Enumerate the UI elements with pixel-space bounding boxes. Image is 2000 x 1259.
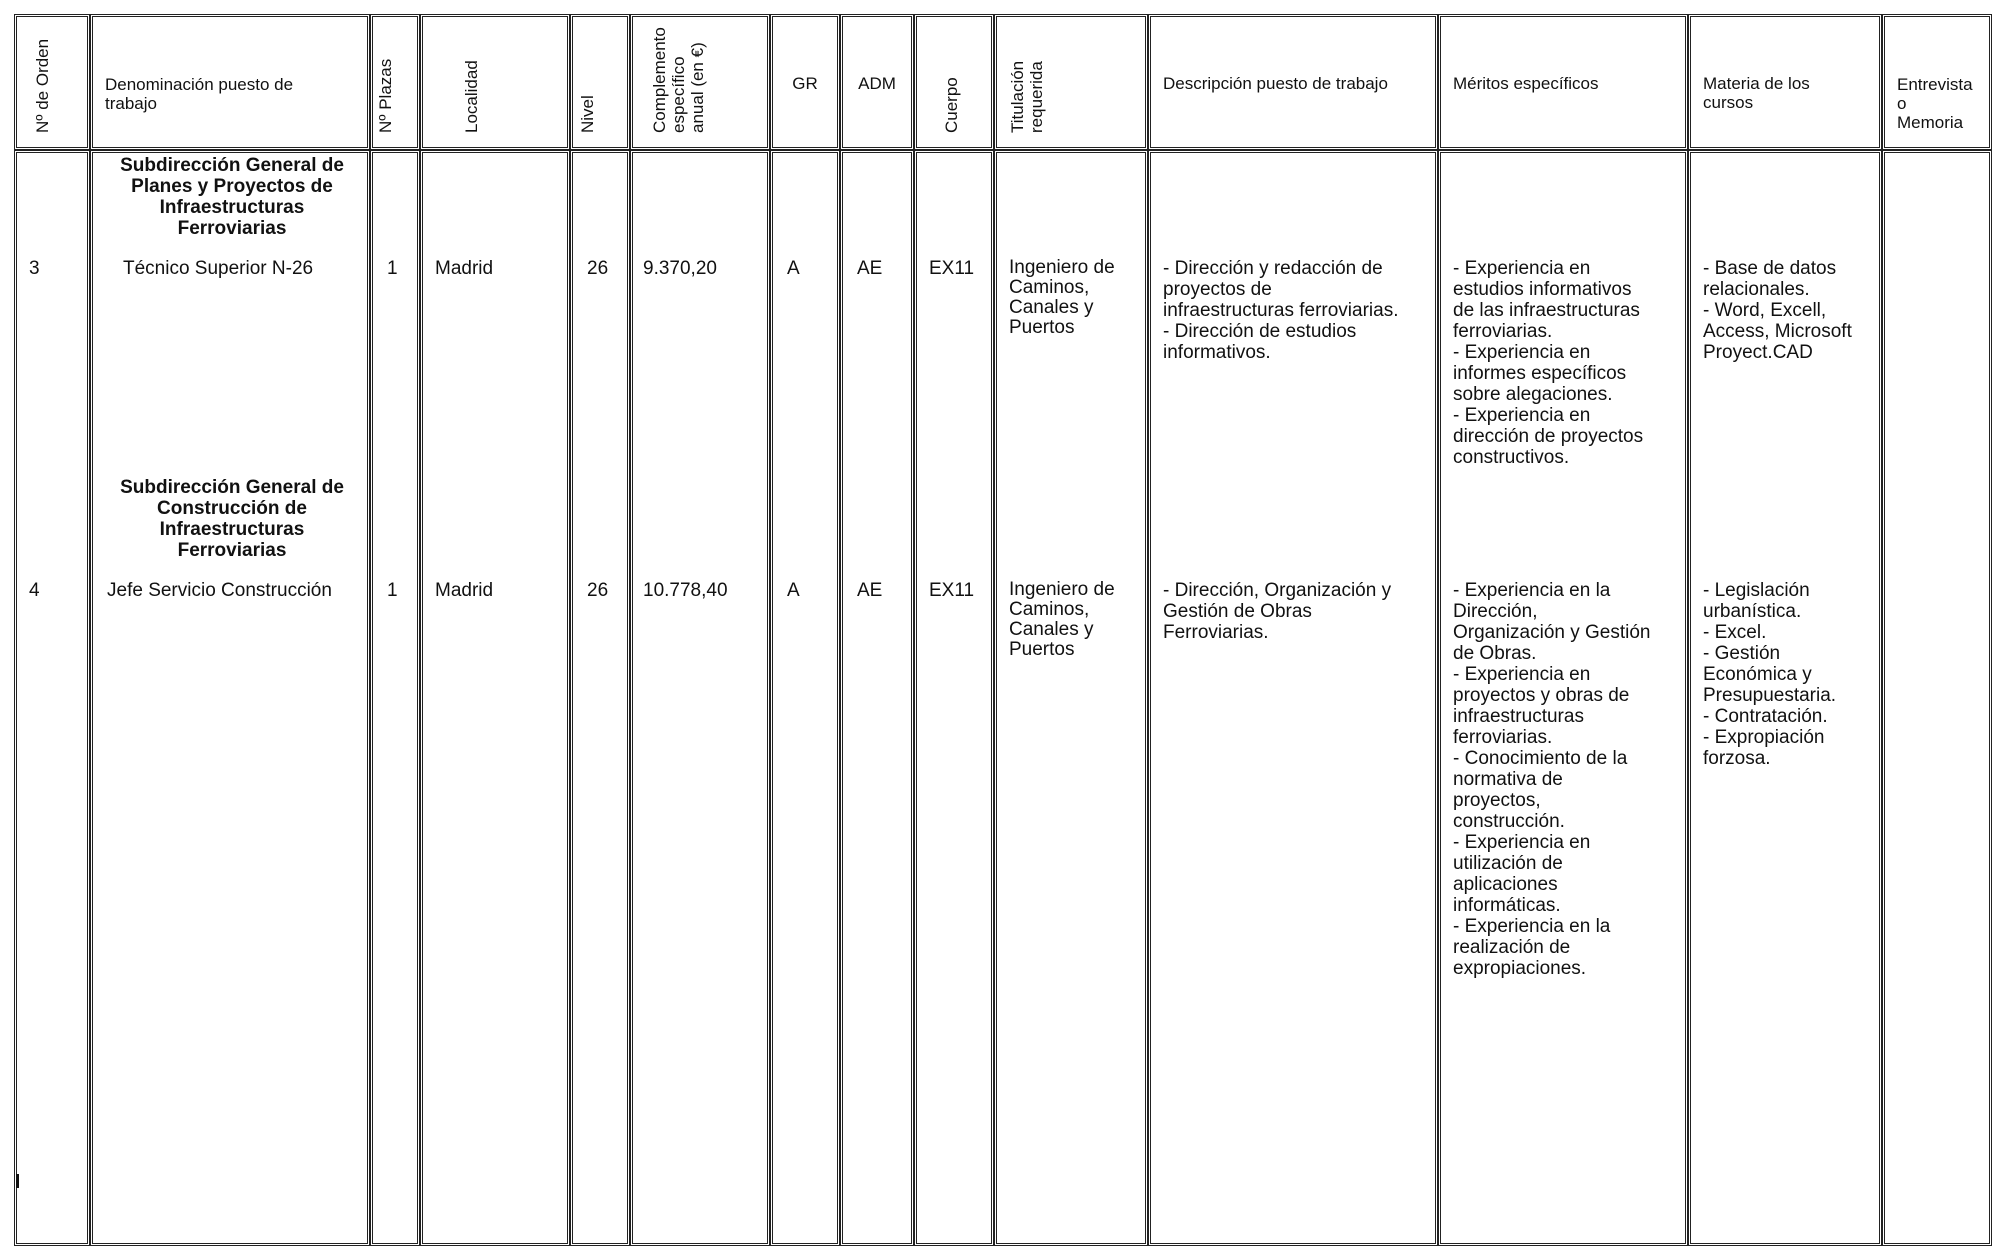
header-entrevista	[1882, 14, 1992, 150]
header-meritos-label: Méritos específicos	[1453, 74, 1599, 93]
row-3-titulacion: Ingeniero de Caminos, Canales y Puertos	[1009, 257, 1115, 338]
col-adm	[840, 150, 914, 1246]
col-nivel	[570, 150, 630, 1246]
row-3-descripcion: - Dirección y redacción de proyectos de infraestructuras ferroviarias. - Dirección de estudios informativos.	[1163, 258, 1399, 363]
scan-mark	[16, 1174, 19, 1188]
col-gr	[770, 150, 840, 1246]
header-localidad-label: Localidad	[461, 60, 481, 133]
row-3-meritos: - Experiencia en estudios informativos de las infraestructuras ferroviarias. - Experiencia en informes específicos sobre alegaciones. - Experiencia en dirección de proyectos constructivos.	[1453, 258, 1644, 468]
header-titulacion-line1: Titulación	[1008, 60, 1027, 133]
header-materia-label: Materia de los cursos	[1703, 74, 1810, 112]
row-3-denominacion: Técnico Superior N-26	[123, 258, 314, 279]
header-nivel-label: Nivel	[578, 95, 598, 133]
header-complemento-line2: específico	[669, 56, 688, 133]
header-plazas-label: Nº Plazas	[376, 58, 395, 133]
row-4-complemento: 10.778,40	[643, 580, 728, 601]
row-4-descripcion: - Dirección, Organización y Gestión de Obras Ferroviarias.	[1163, 580, 1392, 643]
header-complemento-line3: anual (en €)	[688, 42, 707, 133]
header-titulacion-line2: requerida	[1027, 61, 1046, 133]
row-3-adm: AE	[857, 258, 883, 279]
row-3-complemento: 9.370,20	[643, 258, 717, 279]
row-4-materia: - Legislación urbanística. - Excel. - Gestión Económica y Presupuestaria. - Contratación. - Expropiación forzosa.	[1703, 580, 1837, 769]
col-meritos	[1438, 150, 1688, 1246]
col-titulacion	[994, 150, 1148, 1246]
header-nivel	[570, 14, 630, 150]
header-titulacion	[994, 14, 1148, 150]
row-4-adm: AE	[857, 580, 883, 601]
header-denominacion	[90, 14, 370, 150]
header-entrevista-label: Entrevista o Memoria	[1897, 75, 1973, 132]
header-gr-label: GR	[792, 74, 818, 93]
row-3-localidad: Madrid	[435, 258, 494, 279]
section-title-planes: Subdirección General de Planes y Proyectos de Infraestructuras Ferroviarias	[120, 155, 344, 239]
header-cuerpo-label: Cuerpo	[942, 77, 962, 133]
row-3-cuerpo: EX11	[929, 258, 975, 279]
col-localidad	[420, 150, 570, 1246]
col-cuerpo	[914, 150, 994, 1246]
header-gr	[770, 14, 840, 150]
job-table	[14, 14, 1990, 1246]
row-4-meritos: - Experiencia en la Dirección, Organización y Gestión de Obras. - Experiencia en proyectos y obras de infraestructuras ferroviarias. - Conocimiento de la normativa de proyectos, construcción. - Experiencia en utilización de aplicaciones informáticas. - Experiencia en la realización de expropiaciones.	[1453, 580, 1651, 979]
header-orden-label: Nº de Orden	[33, 38, 52, 133]
row-4-nivel: 26	[587, 580, 609, 601]
header-orden	[14, 14, 90, 150]
row-4-gr: A	[787, 580, 800, 601]
row-4-denominacion: Jefe Servicio Construcción	[107, 580, 332, 601]
table-grid	[14, 14, 1992, 1246]
row-4-plazas: 1	[387, 580, 398, 601]
row-3-materia: - Base de datos relacionales. - Word, Excell, Access, Microsoft Proyect.CAD	[1703, 258, 1852, 363]
header-plazas	[370, 14, 420, 150]
header-descripcion	[1148, 14, 1438, 150]
row-4-cuerpo: EX11	[929, 580, 975, 601]
row-3-nivel: 26	[587, 258, 609, 279]
row-4-titulacion: Ingeniero de Caminos, Canales y Puertos	[1009, 579, 1115, 660]
section-title-construccion: Subdirección General de Construcción de Infraestructuras Ferroviarias	[120, 477, 344, 561]
header-complemento	[630, 14, 770, 150]
header-descripcion-label: Descripción puesto de trabajo	[1163, 74, 1388, 93]
header-adm	[840, 14, 914, 150]
row-4-orden: 4	[29, 580, 40, 601]
header-materia	[1688, 14, 1882, 150]
header-meritos	[1438, 14, 1688, 150]
header-denominacion-label: Denominación puesto de trabajo	[105, 75, 294, 113]
row-3-gr: A	[787, 258, 800, 279]
col-complemento	[630, 150, 770, 1246]
row-3-orden: 3	[29, 258, 40, 279]
row-4-localidad: Madrid	[435, 580, 494, 601]
col-entrevista	[1882, 150, 1992, 1246]
col-plazas	[370, 150, 420, 1246]
col-materia	[1688, 150, 1882, 1246]
header-localidad	[420, 14, 570, 150]
header-cuerpo	[914, 14, 994, 150]
col-descripcion	[1148, 150, 1438, 1246]
col-orden	[14, 150, 90, 1246]
col-denominacion	[90, 150, 370, 1246]
row-3-plazas: 1	[387, 258, 398, 279]
header-adm-label: ADM	[858, 74, 896, 93]
header-complemento-line1: Complemento	[650, 27, 669, 133]
